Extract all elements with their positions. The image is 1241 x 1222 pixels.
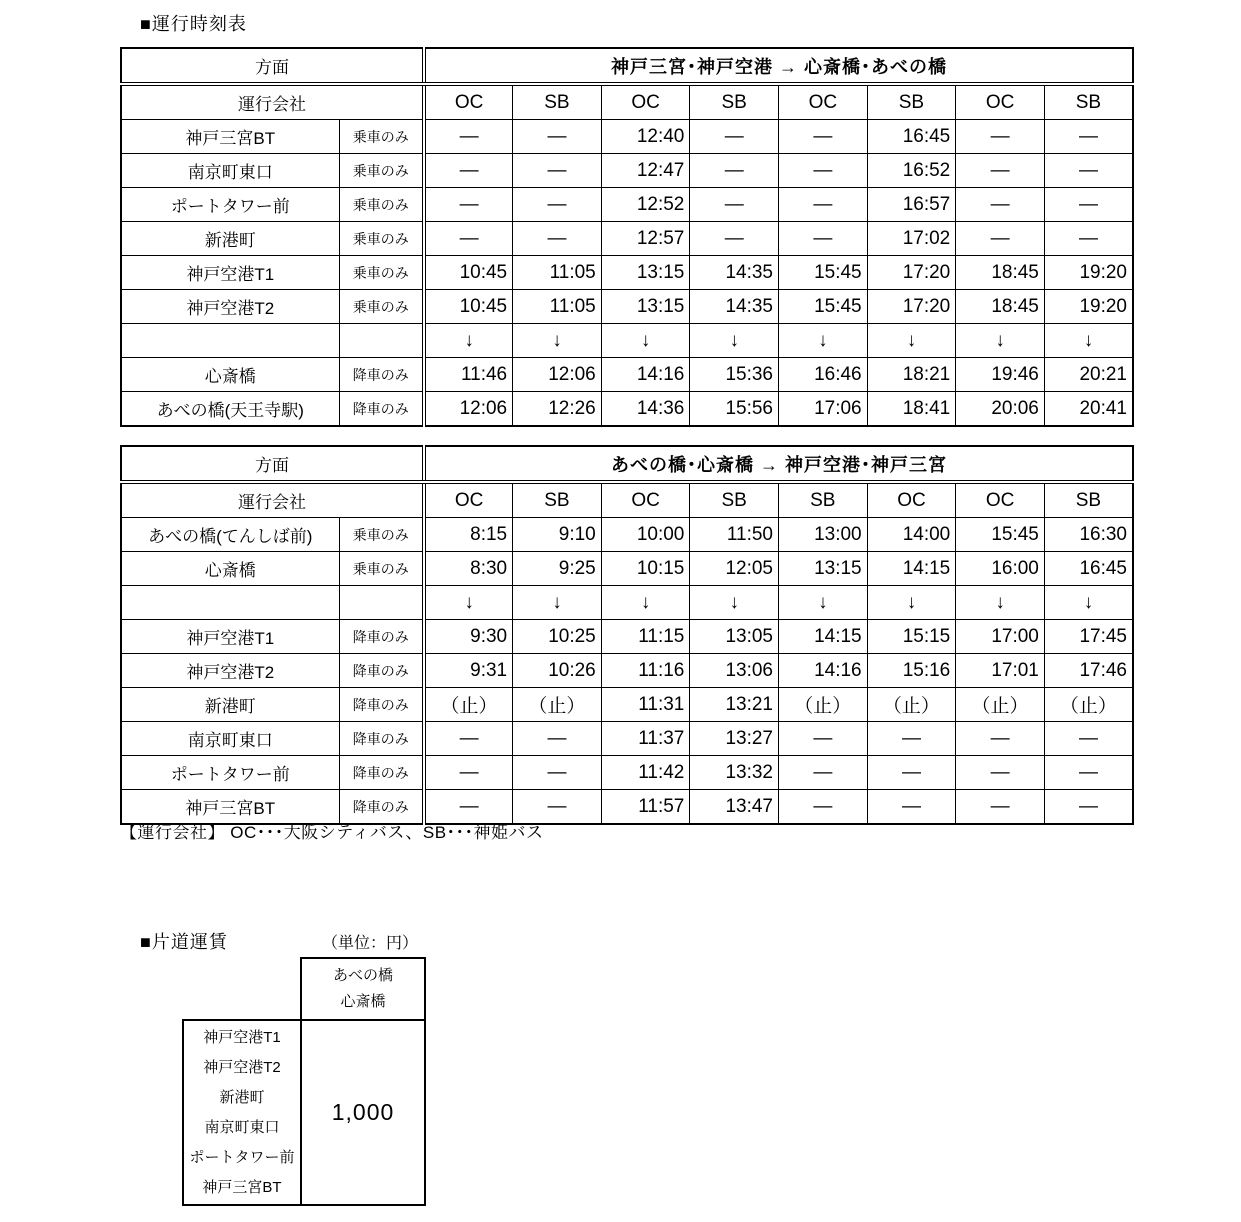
boarding-type-cell: 乗車のみ — [339, 154, 424, 188]
no-service-cell: ― — [779, 188, 868, 222]
no-service-cell: ― — [867, 722, 956, 756]
time-cell: 11:37 — [601, 722, 690, 756]
boarding-type-cell: 降車のみ — [339, 654, 424, 688]
time-cell: 13:27 — [690, 722, 779, 756]
boarding-type-cell: 降車のみ — [339, 790, 424, 825]
boarding-type-cell: 乗車のみ — [339, 290, 424, 324]
boarding-type-cell: 降車のみ — [339, 722, 424, 756]
station-cell: 神戸三宮BT — [121, 120, 339, 154]
time-cell: 18:45 — [956, 290, 1045, 324]
arrow-row — [121, 324, 1133, 358]
no-service-cell: ― — [690, 188, 779, 222]
time-cell: 19:20 — [1044, 290, 1133, 324]
direction-row — [121, 446, 1133, 482]
company-cell: SB — [867, 84, 956, 120]
pass-through-arrow-cell: ↓ — [867, 324, 956, 358]
no-service-cell: ― — [513, 154, 602, 188]
fare-stations-cell — [183, 1020, 301, 1205]
station-cell: あべの橋(てんしば前) — [121, 518, 339, 552]
time-cell: 10:15 — [601, 552, 690, 586]
station-cell: 南京町東口 — [121, 154, 339, 188]
time-cell: 8:15 — [424, 518, 513, 552]
time-cell: 17:46 — [1044, 654, 1133, 688]
station-cell: ポートタワー前 — [121, 188, 339, 222]
no-service-cell: ― — [513, 188, 602, 222]
pass-through-arrow-cell: ↓ — [513, 586, 602, 620]
time-cell: 15:16 — [867, 654, 956, 688]
time-cell: 20:41 — [1044, 392, 1133, 427]
time-cell: 14:15 — [867, 552, 956, 586]
fare-destination-cell — [301, 958, 425, 1020]
boarding-type-cell: 降車のみ — [339, 756, 424, 790]
station-cell: ポートタワー前 — [121, 756, 339, 790]
time-cell: 16:45 — [867, 120, 956, 154]
time-cell: 19:46 — [956, 358, 1045, 392]
timetable-row — [121, 518, 1133, 552]
time-cell: 9:31 — [424, 654, 513, 688]
company-cell: SB — [1044, 482, 1133, 518]
company-cell: SB — [513, 84, 602, 120]
no-service-cell: ― — [1044, 722, 1133, 756]
boarding-type-cell: 乗車のみ — [339, 222, 424, 256]
time-cell: 13:32 — [690, 756, 779, 790]
time-cell: 14:00 — [867, 518, 956, 552]
time-cell: 11:05 — [513, 256, 602, 290]
time-cell: 17:20 — [867, 290, 956, 324]
no-service-cell: ― — [956, 154, 1045, 188]
time-cell: 19:20 — [1044, 256, 1133, 290]
time-cell: 15:45 — [779, 256, 868, 290]
time-cell: 14:16 — [779, 654, 868, 688]
no-service-cell: ― — [424, 154, 513, 188]
time-cell: 15:15 — [867, 620, 956, 654]
pass-through-arrow-cell: ↓ — [956, 586, 1045, 620]
no-service-cell: ― — [1044, 154, 1133, 188]
fare-station-name: 神戸空港T1 — [203, 1028, 281, 1046]
boarding-type-cell: 乗車のみ — [339, 256, 424, 290]
time-cell: 12:47 — [601, 154, 690, 188]
station-cell: あべの橋(天王寺駅) — [121, 392, 339, 427]
no-service-cell: ― — [513, 790, 602, 825]
time-cell: 9:10 — [513, 518, 602, 552]
timetable-row — [121, 120, 1133, 154]
time-cell: 11:16 — [601, 654, 690, 688]
direction-header-cell: あべの橋･心斎橋 → 神戸空港･神戸三宮 — [424, 446, 1133, 482]
arrow-row — [121, 586, 1133, 620]
time-cell: 10:45 — [424, 290, 513, 324]
no-service-cell: ― — [956, 188, 1045, 222]
timetable-section-title: ■運行時刻表 — [140, 14, 247, 34]
no-service-cell: ― — [779, 756, 868, 790]
time-cell: 12:06 — [424, 392, 513, 427]
time-cell: 11:42 — [601, 756, 690, 790]
timetable-row — [121, 620, 1133, 654]
no-service-cell: ― — [956, 722, 1045, 756]
no-service-cell: ― — [690, 154, 779, 188]
company-cell: OC — [779, 84, 868, 120]
no-service-cell: ― — [956, 222, 1045, 256]
direction-label-cell: 方面 — [121, 446, 424, 482]
stop-skipped-cell: （止） — [424, 688, 513, 722]
no-service-cell: ― — [779, 222, 868, 256]
fare-station-name: ポートタワー前 — [189, 1148, 295, 1166]
time-cell: 12:05 — [690, 552, 779, 586]
no-service-cell: ― — [1044, 756, 1133, 790]
timetable-row — [121, 256, 1133, 290]
no-service-cell: ― — [690, 120, 779, 154]
time-cell: 17:00 — [956, 620, 1045, 654]
time-cell: 13:47 — [690, 790, 779, 825]
fare-station-name: 神戸空港T2 — [203, 1058, 281, 1076]
time-cell: 11:31 — [601, 688, 690, 722]
company-cell: OC — [601, 482, 690, 518]
no-service-cell: ― — [1044, 120, 1133, 154]
fare-table — [182, 957, 426, 1206]
time-cell: 16:00 — [956, 552, 1045, 586]
direction-row — [121, 48, 1133, 84]
timetable-row — [121, 188, 1133, 222]
stop-skipped-cell: （止） — [513, 688, 602, 722]
stop-skipped-cell: （止） — [1044, 688, 1133, 722]
timetable-row — [121, 688, 1133, 722]
company-row — [121, 482, 1133, 518]
no-service-cell: ― — [779, 154, 868, 188]
boarding-type-cell — [339, 324, 424, 358]
fare-body-row — [183, 1020, 425, 1205]
time-cell: 16:30 — [1044, 518, 1133, 552]
timetable-row — [121, 722, 1133, 756]
fare-station-name: 南京町東口 — [204, 1118, 280, 1136]
station-cell — [121, 586, 339, 620]
pass-through-arrow-cell: ↓ — [1044, 324, 1133, 358]
time-cell: 13:15 — [601, 256, 690, 290]
stop-skipped-cell: （止） — [779, 688, 868, 722]
station-cell: 神戸三宮BT — [121, 790, 339, 825]
time-cell: 12:26 — [513, 392, 602, 427]
time-cell: 14:35 — [690, 256, 779, 290]
no-service-cell: ― — [779, 120, 868, 154]
company-cell: OC — [424, 482, 513, 518]
timetable-outbound — [120, 47, 1134, 427]
time-cell: 17:06 — [779, 392, 868, 427]
fare-station-name: 新港町 — [219, 1088, 265, 1106]
no-service-cell: ― — [513, 222, 602, 256]
time-cell: 17:20 — [867, 256, 956, 290]
time-cell: 13:05 — [690, 620, 779, 654]
time-cell: 12:52 — [601, 188, 690, 222]
company-cell: OC — [601, 84, 690, 120]
pass-through-arrow-cell: ↓ — [601, 586, 690, 620]
no-service-cell: ― — [424, 790, 513, 825]
fare-section-title: ■片道運賃 — [140, 932, 228, 952]
no-service-cell: ― — [956, 756, 1045, 790]
time-cell: 10:45 — [424, 256, 513, 290]
boarding-type-cell: 乗車のみ — [339, 120, 424, 154]
no-service-cell: ― — [1044, 790, 1133, 825]
time-cell: 10:25 — [513, 620, 602, 654]
company-label-cell: 運行会社 — [121, 482, 424, 518]
time-cell: 13:06 — [690, 654, 779, 688]
time-cell: 12:40 — [601, 120, 690, 154]
no-service-cell: ― — [424, 756, 513, 790]
no-service-cell: ― — [424, 120, 513, 154]
no-service-cell: ― — [867, 790, 956, 825]
no-service-cell: ― — [779, 790, 868, 825]
boarding-type-cell: 乗車のみ — [339, 552, 424, 586]
company-cell: SB — [1044, 84, 1133, 120]
company-cell: OC — [424, 84, 513, 120]
time-cell: 11:05 — [513, 290, 602, 324]
time-cell: 10:26 — [513, 654, 602, 688]
station-cell: 神戸空港T2 — [121, 290, 339, 324]
no-service-cell: ― — [1044, 222, 1133, 256]
timetable-row — [121, 552, 1133, 586]
time-cell: 11:57 — [601, 790, 690, 825]
time-cell: 14:36 — [601, 392, 690, 427]
boarding-type-cell: 乗車のみ — [339, 518, 424, 552]
pass-through-arrow-cell: ↓ — [513, 324, 602, 358]
no-service-cell: ― — [513, 722, 602, 756]
company-cell: SB — [690, 84, 779, 120]
station-cell: 新港町 — [121, 688, 339, 722]
boarding-type-cell: 降車のみ — [339, 688, 424, 722]
time-cell: 12:06 — [513, 358, 602, 392]
time-cell: 16:57 — [867, 188, 956, 222]
timetable-row — [121, 222, 1133, 256]
time-cell: 18:41 — [867, 392, 956, 427]
station-cell: 南京町東口 — [121, 722, 339, 756]
stop-skipped-cell: （止） — [956, 688, 1045, 722]
time-cell: 9:25 — [513, 552, 602, 586]
time-cell: 20:21 — [1044, 358, 1133, 392]
no-service-cell: ― — [424, 222, 513, 256]
company-legend: 【運行会社】 OC･･･大阪シティバス、SB･･･神姫バス — [120, 823, 544, 842]
pass-through-arrow-cell: ↓ — [690, 324, 779, 358]
fare-header-row — [183, 958, 425, 1020]
fare-station-name: 神戸三宮BT — [202, 1178, 282, 1196]
boarding-type-cell — [339, 586, 424, 620]
no-service-cell: ― — [690, 222, 779, 256]
time-cell: 8:30 — [424, 552, 513, 586]
timetable-row — [121, 154, 1133, 188]
station-cell: 心斎橋 — [121, 358, 339, 392]
time-cell: 13:15 — [601, 290, 690, 324]
timetable-inbound — [120, 445, 1134, 825]
direction-header-cell: 神戸三宮･神戸空港 → 心斎橋･あべの橋 — [424, 48, 1133, 84]
time-cell: 13:00 — [779, 518, 868, 552]
time-cell: 20:06 — [956, 392, 1045, 427]
boarding-type-cell: 乗車のみ — [339, 188, 424, 222]
time-cell: 17:02 — [867, 222, 956, 256]
no-service-cell: ― — [956, 790, 1045, 825]
time-cell: 15:45 — [956, 518, 1045, 552]
pass-through-arrow-cell: ↓ — [690, 586, 779, 620]
time-cell: 14:16 — [601, 358, 690, 392]
station-cell: 神戸空港T1 — [121, 256, 339, 290]
time-cell: 15:36 — [690, 358, 779, 392]
fare-unit-label: （単位：円） — [322, 935, 419, 952]
station-cell: 新港町 — [121, 222, 339, 256]
time-cell: 14:35 — [690, 290, 779, 324]
company-cell: OC — [956, 84, 1045, 120]
time-cell: 11:15 — [601, 620, 690, 654]
fare-price-cell: 1,000 — [301, 1020, 425, 1205]
pass-through-arrow-cell: ↓ — [779, 324, 868, 358]
station-cell: 神戸空港T2 — [121, 654, 339, 688]
time-cell: 18:45 — [956, 256, 1045, 290]
no-service-cell: ― — [424, 722, 513, 756]
no-service-cell: ― — [867, 756, 956, 790]
time-cell: 16:45 — [1044, 552, 1133, 586]
company-cell: OC — [867, 482, 956, 518]
station-cell: 神戸空港T1 — [121, 620, 339, 654]
station-cell — [121, 324, 339, 358]
boarding-type-cell: 降車のみ — [339, 358, 424, 392]
time-cell: 13:15 — [779, 552, 868, 586]
time-cell: 10:00 — [601, 518, 690, 552]
time-cell: 16:52 — [867, 154, 956, 188]
no-service-cell: ― — [779, 722, 868, 756]
no-service-cell: ― — [956, 120, 1045, 154]
direction-label-cell: 方面 — [121, 48, 424, 84]
no-service-cell: ― — [513, 756, 602, 790]
pass-through-arrow-cell: ↓ — [779, 586, 868, 620]
time-cell: 16:46 — [779, 358, 868, 392]
time-cell: 15:56 — [690, 392, 779, 427]
station-cell: 心斎橋 — [121, 552, 339, 586]
time-cell: 11:46 — [424, 358, 513, 392]
timetable-row — [121, 392, 1133, 427]
company-label-cell: 運行会社 — [121, 84, 424, 120]
no-service-cell: ― — [424, 188, 513, 222]
time-cell: 15:45 — [779, 290, 868, 324]
time-cell: 13:21 — [690, 688, 779, 722]
company-cell: SB — [690, 482, 779, 518]
timetable-row — [121, 756, 1133, 790]
company-cell: SB — [513, 482, 602, 518]
no-service-cell: ― — [513, 120, 602, 154]
company-cell: SB — [779, 482, 868, 518]
time-cell: 17:01 — [956, 654, 1045, 688]
time-cell: 17:45 — [1044, 620, 1133, 654]
fare-destination-line: あべの橋 — [332, 967, 393, 984]
time-cell: 12:57 — [601, 222, 690, 256]
fare-blank-cell — [183, 958, 301, 1020]
pass-through-arrow-cell: ↓ — [424, 586, 513, 620]
time-cell: 18:21 — [867, 358, 956, 392]
timetable-row — [121, 358, 1133, 392]
pass-through-arrow-cell: ↓ — [601, 324, 690, 358]
no-service-cell: ― — [1044, 188, 1133, 222]
stop-skipped-cell: （止） — [867, 688, 956, 722]
boarding-type-cell: 降車のみ — [339, 620, 424, 654]
timetable-row — [121, 290, 1133, 324]
boarding-type-cell: 降車のみ — [339, 392, 424, 427]
timetable-row — [121, 654, 1133, 688]
pass-through-arrow-cell: ↓ — [867, 586, 956, 620]
pass-through-arrow-cell: ↓ — [956, 324, 1045, 358]
time-cell: 11:50 — [690, 518, 779, 552]
fare-destination-line: 心斎橋 — [340, 993, 386, 1010]
pass-through-arrow-cell: ↓ — [1044, 586, 1133, 620]
time-cell: 9:30 — [424, 620, 513, 654]
company-row — [121, 84, 1133, 120]
pass-through-arrow-cell: ↓ — [424, 324, 513, 358]
company-cell: OC — [956, 482, 1045, 518]
time-cell: 14:15 — [779, 620, 868, 654]
